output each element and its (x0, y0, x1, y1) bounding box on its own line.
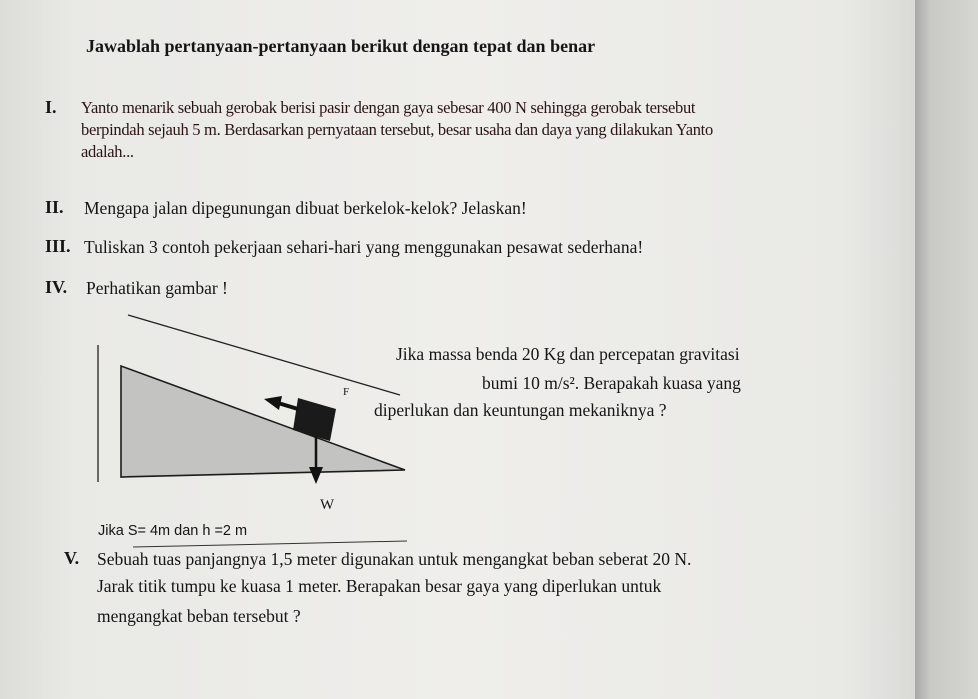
incline-triangle (121, 366, 405, 477)
q5-line3: mengangkat beban tersebut ? (97, 606, 301, 626)
q1-number: I. (45, 97, 57, 117)
q2-number: II. (45, 197, 64, 217)
underline (133, 541, 407, 547)
q4-text: Perhatikan gambar ! (86, 278, 228, 298)
q5-line2: Jarak titik tumpu ke kuasa 1 meter. Berapakan besar gaya yang diperlukan untuk (97, 576, 662, 596)
q5-line1: Sebuah tuas panjangnya 1,5 meter digunakan untuk mengangkat beban seberat 20 N. (97, 549, 692, 569)
q1-line1: Yanto menarik sebuah gerobak berisi pasir dengan gaya sebesar 400 N sehingga gerobak tersebut (81, 98, 696, 117)
weight-label: W (320, 497, 335, 513)
force-arrow-head (264, 396, 282, 410)
q1-line2: berpindah sejauh 5 m. Berdasarkan pernyataan tersebut, besar usaha dan daya yang dilakukan Yanto (81, 120, 713, 139)
q5-number: V. (64, 548, 80, 568)
q4-desc-line1: Jika massa benda 20 Kg dan percepatan gravitasi (396, 344, 740, 364)
q3-number: III. (45, 236, 71, 256)
q4-number: IV. (45, 277, 68, 297)
weight-arrow-head (309, 467, 323, 484)
worksheet-heading: Jawablah pertanyaan-pertanyaan berikut dengan tepat dan benar (86, 36, 596, 56)
q4-desc-line2: bumi 10 m/s². Berapakah kuasa yang (482, 373, 741, 393)
q4-given: Jika S= 4m dan h =2 m (98, 523, 248, 539)
q3-text: Tuliskan 3 contoh pekerjaan sehari-hari yang menggunakan pesawat sederhana! (84, 237, 644, 257)
q2-text: Mengapa jalan dipegunungan dibuat berkelok-kelok? Jelaskan! (84, 198, 527, 218)
q1-line3: adalah... (81, 142, 134, 161)
force-arrow-shaft (278, 403, 298, 409)
q4-desc-line3: diperlukan dan keuntungan mekaniknya ? (374, 400, 667, 420)
force-label: F (343, 386, 350, 398)
